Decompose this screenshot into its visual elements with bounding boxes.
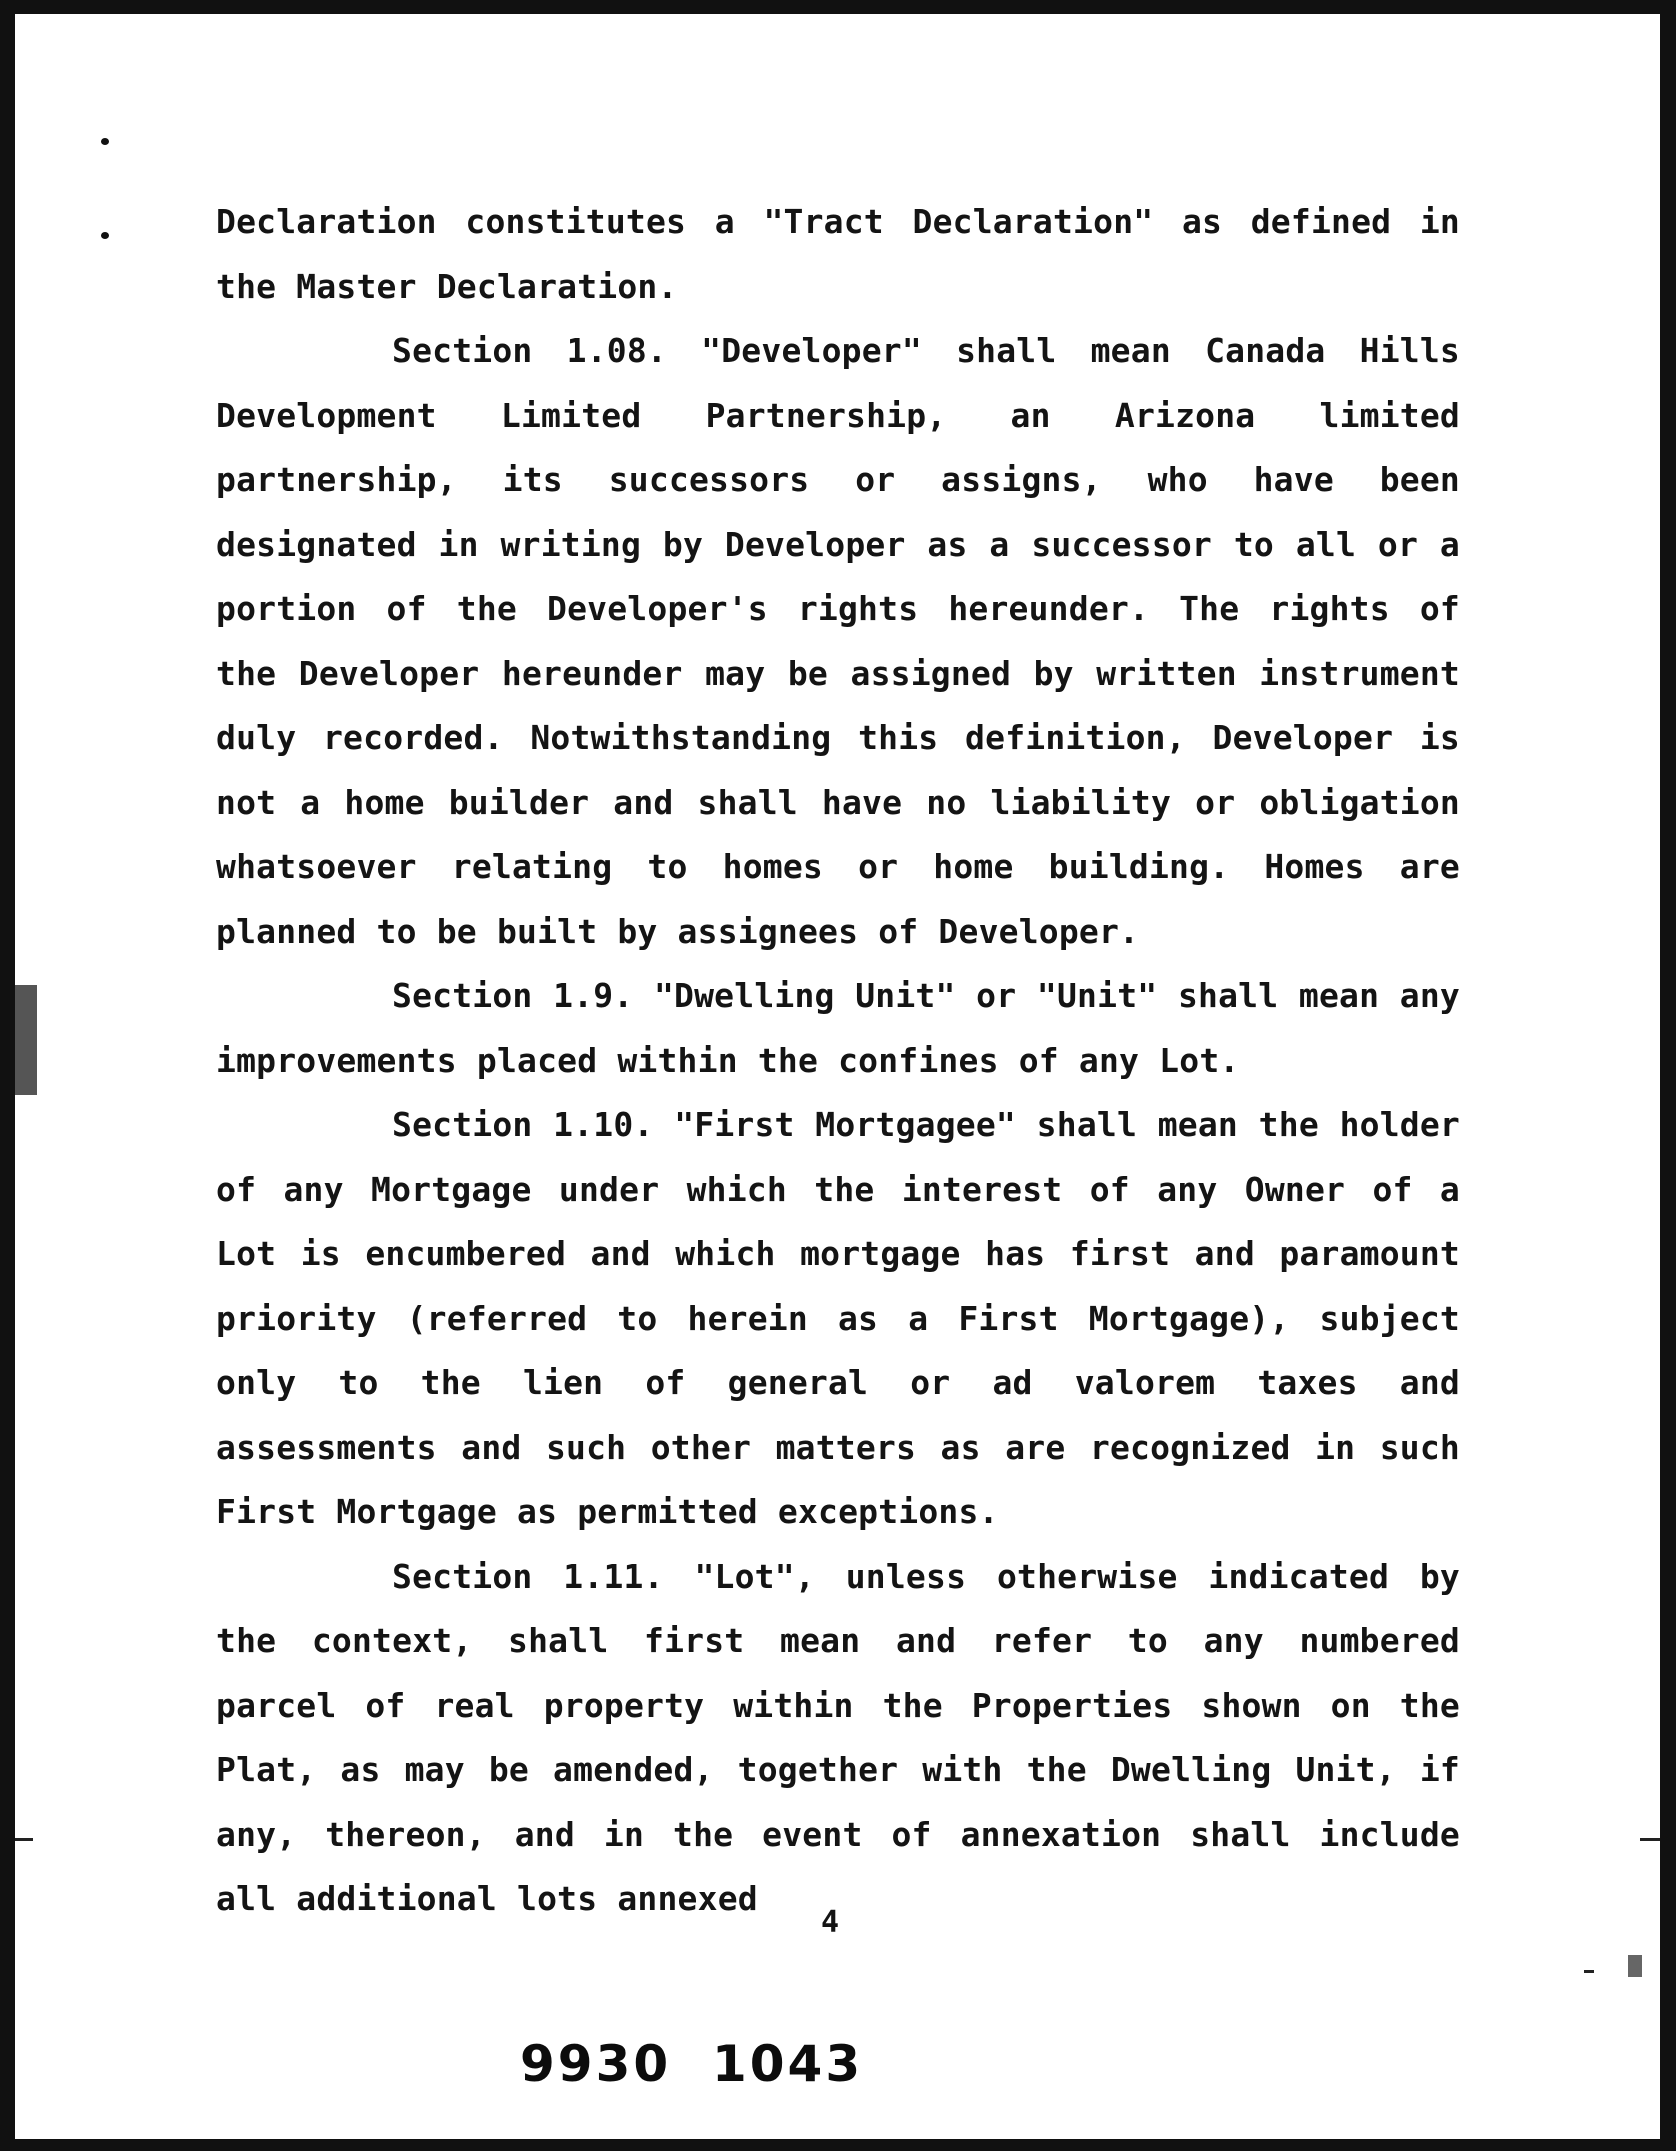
recording-stamp: 9930 1043 [520, 2035, 864, 2093]
document-body [216, 190, 1460, 1932]
page-number: 4 [820, 1905, 840, 1940]
scan-speck [101, 232, 109, 239]
scan-mark [1584, 1970, 1594, 1973]
scan-mark [1628, 1955, 1642, 1977]
paragraph-section-1-10-first-mortgagee: Section 1.10. "First Mortgagee" shall mean the holder of any Mortgage under which the interest of any Owner of a Lot is encumbered and which mortgage has first and paramount priority (referred to herein as a First Mortgage), subject only to the lien of general or ad valorem taxes and assessments and such other matters as are recognized in such First Mortgage as permitted exceptions. [216, 1105, 1460, 1531]
scan-speck [101, 138, 109, 145]
scan-border-left [0, 0, 15, 2151]
scan-mark [15, 1838, 33, 1841]
scan-mark [1640, 1838, 1660, 1841]
scan-border-right [1660, 0, 1676, 2151]
scan-border-bottom [0, 2139, 1676, 2151]
scan-mark [15, 985, 37, 1095]
paragraph-section-1-08-developer: Section 1.08. "Developer" shall mean Canada Hills Development Limited Partnership, an Arizona limited partnership, its successors or assigns, who have been designated in writing by Developer as a successor to all or a portion of the Developer's rights hereunder. The rights of the Developer hereunder may be assigned by written instrument duly recorded. Notwithstanding this definition, Developer is not a home builder and shall have no liability or obligation whatsoever relating to homes or home building. Homes are planned to be built by assignees of Developer. [216, 331, 1460, 951]
paragraph-section-1-9-dwelling-unit: Section 1.9. "Dwelling Unit" or "Unit" shall mean any improvements placed within the confines of any Lot. [216, 976, 1460, 1080]
paragraph-section-1-11-lot: Section 1.11. "Lot", unless otherwise indicated by the context, shall first mean and refer to any numbered parcel of real property within the Properties shown on the Plat, as may be amended, together with the Dwelling Unit, if any, thereon, and in the event of annexation shall include all additional lots annexed [216, 1556, 1460, 1918]
paragraph-tract-declaration: Declaration constitutes a "Tract Declaration" as defined in the Master Declaration. [216, 202, 1460, 306]
scan-border-top [0, 0, 1676, 14]
